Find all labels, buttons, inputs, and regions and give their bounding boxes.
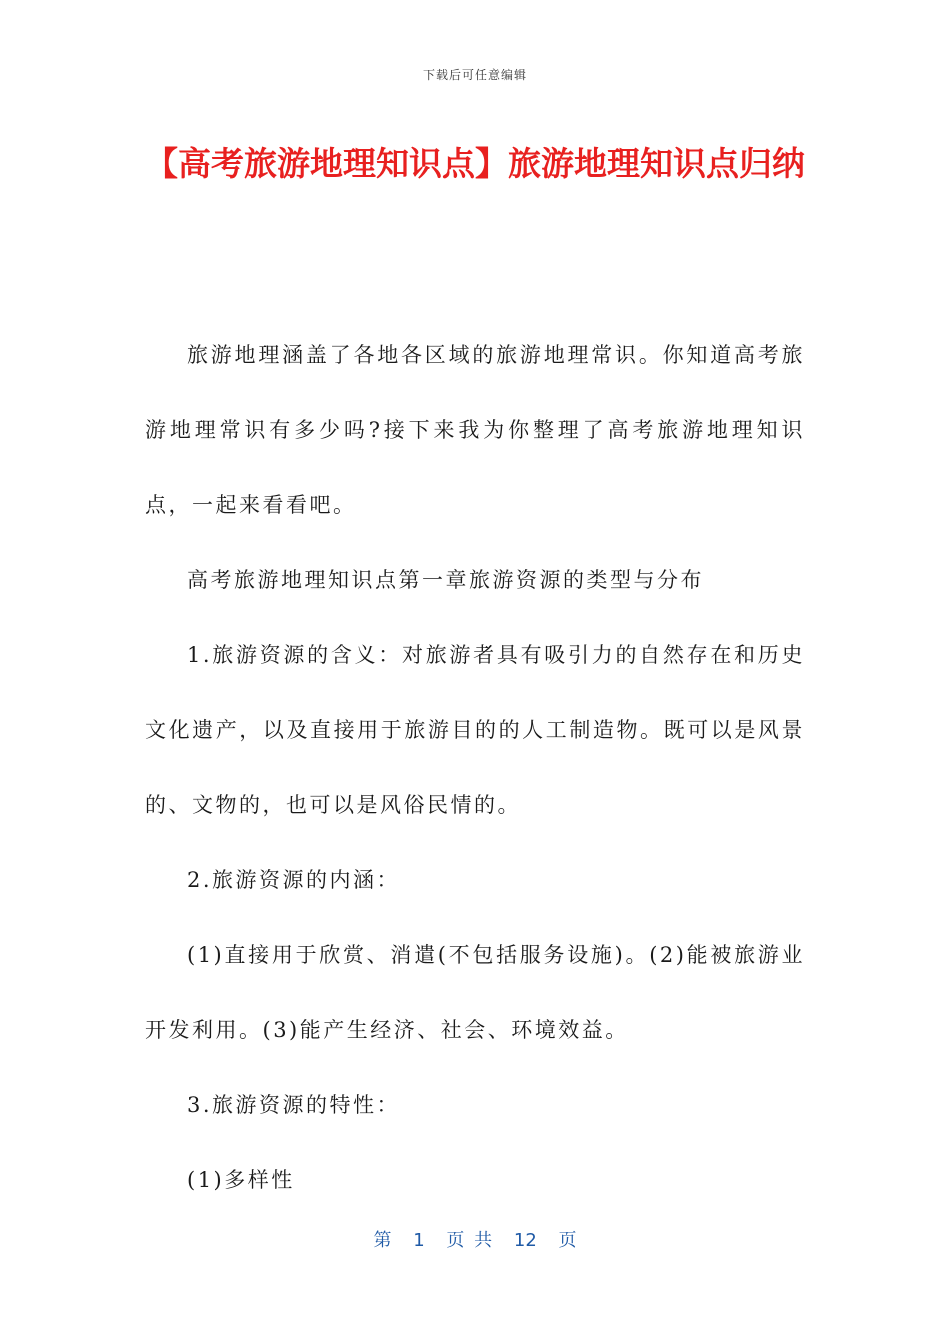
header-note: 下载后可任意编辑 [422,68,527,82]
paragraph-chapter-heading: 高考旅游地理知识点第一章旅游资源的类型与分布 [187,568,704,592]
paragraph-point-3-item-1: (1)多样性 [187,1168,295,1192]
paragraph-point-2: 2.旅游资源的内涵： [187,868,401,892]
page-footer [0,1226,950,1252]
footer-current-page: 1 [413,1230,425,1251]
footer-page-prefix: 第 [373,1230,392,1251]
paragraph-point-3: 3.旅游资源的特性： [187,1093,401,1117]
footer-page-middle: 页 共 [446,1230,493,1251]
paragraph-point-2-detail: (1)直接用于欣赏、消遣(不包括服务设施)。(2)能被旅游业开发利用。(3)能产生经济、社会、环境效益。 [145,943,805,1042]
footer-total-pages: 12 [513,1230,537,1251]
paragraph-intro: 旅游地理涵盖了各地各区域的旅游地理常识。你知道高考旅游地理常识有多少吗?接下来我为你整理了高考旅游地理知识点，一起来看看吧。 [145,343,805,517]
document-title: 【高考旅游地理知识点】旅游地理知识点归纳 [145,144,805,183]
paragraph-point-1: 1.旅游资源的含义：对旅游者具有吸引力的自然存在和历史文化遗产，以及直接用于旅游目的的人工制造物。既可以是风景的、文物的，也可以是风俗民情的。 [145,643,805,817]
footer-page-suffix: 页 [558,1230,577,1251]
document-body [145,318,805,1218]
